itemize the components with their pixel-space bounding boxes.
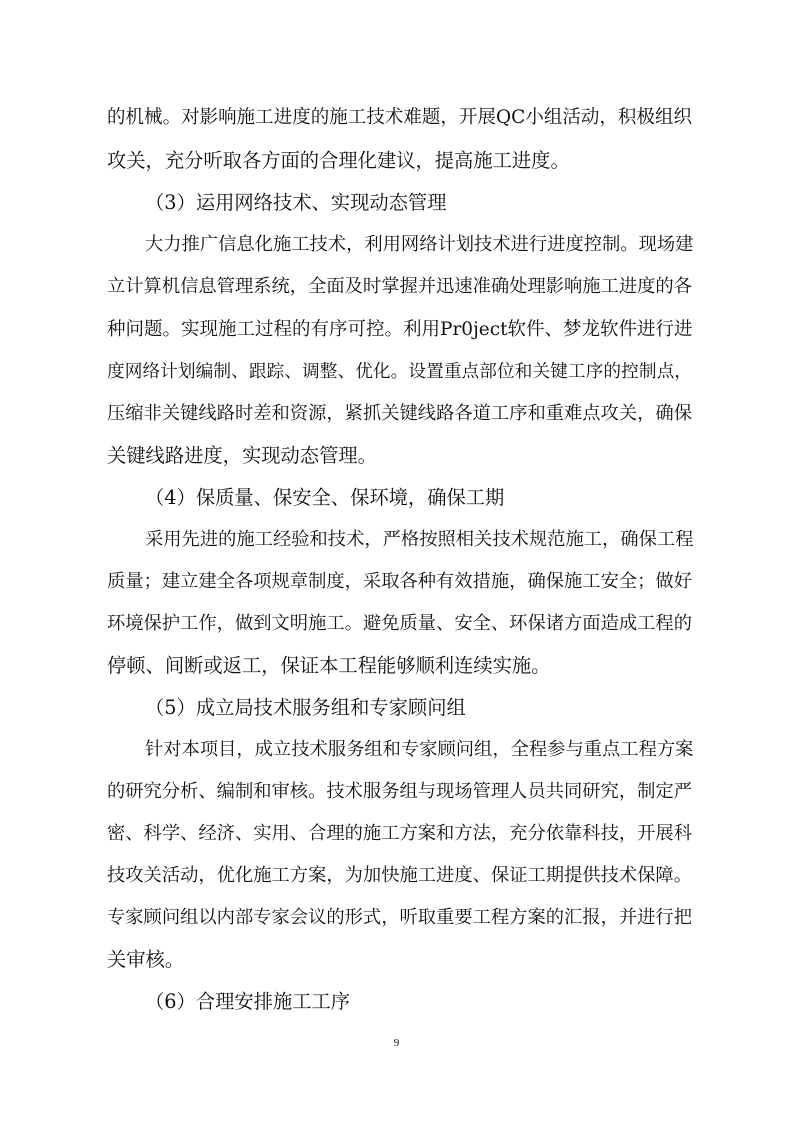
- body-text-line: 停顿、间断或返工，保证本工程能够顺利连续实施。: [107, 654, 551, 677]
- body-text-line: 的研究分析、编制和审核。技术服务组与现场管理人员共同研究，制定严: [107, 781, 692, 802]
- body-text-line: 大力推广信息化施工技术，利用网络计划技术进行进度控制。现场建: [145, 234, 694, 255]
- body-text-line: 质量；建立建全各项规章制度，采取各种有效措施，确保施工安全；做好: [107, 571, 692, 592]
- body-text-line: 的机械。对影响施工进度的施工技术难题，开展QC小组活动，积极组织: [107, 107, 692, 128]
- body-text-line: 采用先进的施工经验和技术，严格按照相关技术规范施工，确保工程: [145, 529, 694, 550]
- body-text-line: 专家顾问组以内部专家会议的形式，听取重要工程方案的汇报，并进行把: [107, 907, 692, 928]
- body-text-line: 针对本项目，成立技术服务组和专家顾问组，全程参与重点工程方案: [145, 739, 694, 760]
- body-text-line: 压缩非关键线路时差和资源，紧抓关键线路各道工序和重难点攻关，确保: [107, 403, 692, 424]
- body-text-line: 关审核。: [107, 948, 185, 971]
- section-heading: （3）运用网络技术、实现动态管理: [145, 191, 447, 214]
- body-text-line: 技攻关活动，优化施工方案，为加快施工进度、保证工期提供技术保障。: [107, 865, 692, 886]
- section-heading: （6）合理安排施工工序: [145, 990, 351, 1013]
- section-heading: （5）成立局技术服务组和专家顾问组: [145, 696, 466, 719]
- body-text-line: 度网络计划编制、跟踪、调整、优化。设置重点部位和关键工序的控制点，: [107, 362, 692, 382]
- body-text-line: 种问题。实现施工过程的有序可控。利用Pr0ject软件、梦龙软件进行进: [107, 319, 693, 340]
- body-text-line: 立计算机信息管理系统，全面及时掌握并迅速准确处理影响施工进度的各: [107, 276, 692, 297]
- body-text-line: 密、科学、经济、实用、合理的施工方案和方法，充分依靠科技，开展科: [107, 823, 692, 844]
- page-number: 9: [393, 1037, 400, 1049]
- body-text-line: 关键线路进度，实现动态管理。: [107, 444, 377, 467]
- body-text-line: 攻关，充分听取各方面的合理化建议，提高施工进度。: [107, 149, 570, 172]
- section-heading: （4）保质量、保安全、保环境，确保工期: [145, 486, 505, 509]
- body-text-line: 环境保护工作，做到文明施工。避免质量、安全、环保诸方面造成工程的: [107, 613, 692, 634]
